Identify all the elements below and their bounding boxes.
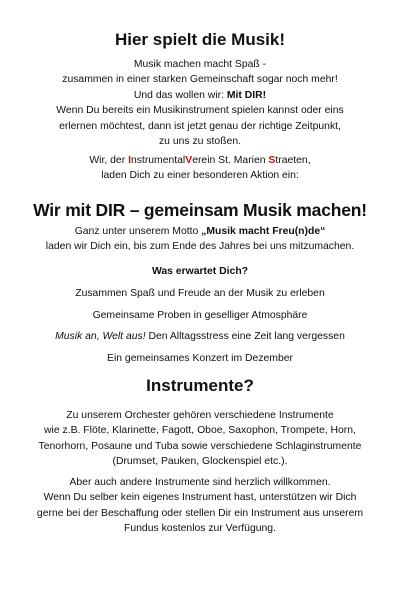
- club-name-part: erein St. Marien: [192, 155, 269, 166]
- club-name-part: S: [268, 155, 276, 166]
- club-name-part: V: [185, 155, 193, 166]
- closing-line-1: Aber auch andere Instrumente sind herzlich willkommen.: [69, 477, 331, 488]
- club-name-part: traeten: [275, 155, 308, 166]
- intro-line-1: Musik machen macht Spaß -: [133, 59, 267, 70]
- closing-line-3: gerne bei der Beschaffung oder stellen Dir ein Instrument aus unserem: [36, 507, 364, 519]
- motto-line-1: [0, 224, 400, 239]
- intro-line-2: zusammen in einer starken Gemeinschaft sogar noch mehr!: [62, 74, 338, 86]
- motto-quote: „Musik macht Freu(n)de“: [201, 226, 326, 237]
- expect-item-3-italic: Musik an, Welt aus!: [55, 331, 146, 342]
- club-line-1: [0, 153, 400, 168]
- expect-item-3-rest: Den Alltagsstress eine Zeit lang vergessen: [145, 331, 345, 342]
- expect-heading: Was erwartet Dich?: [151, 266, 249, 277]
- instruments-line-1: Zu unserem Orchester gehören verschiedene Instrumente: [66, 410, 334, 421]
- mit-dir-emphasis: Mit DIR!: [226, 89, 267, 101]
- intro-line-3-text: Und das wollen wir:: [133, 89, 227, 101]
- club-post: ,: [307, 155, 311, 166]
- intro-paragraph: [0, 57, 400, 149]
- intro-line-4: Wenn Du bereits ein Musikinstrument spielen kannst oder eins: [56, 105, 344, 117]
- expect-item-2: Gemeinsame Proben in geselliger Atmosphäre: [92, 310, 308, 321]
- heading-instrumente: Instrumente?: [146, 376, 254, 395]
- intro-line-6: zu uns zu stoßen.: [158, 136, 241, 148]
- motto-line-2: laden wir Dich ein, bis zum Ende des Jahres bei uns mitzumachen.: [45, 241, 355, 253]
- motto-pre: Ganz unter unserem Motto: [74, 226, 202, 237]
- instruments-line-3: Tenorhorn, Posaune und Tuba sowie verschiedene Schlaginstrumente: [38, 440, 362, 452]
- expect-item-4: Ein gemeinsames Konzert im Dezember: [107, 353, 293, 364]
- intro-line-3: [0, 88, 400, 103]
- expect-item-1: Zusammen Spaß und Freude an der Musik zu erleben: [75, 288, 325, 299]
- club-name: [128, 155, 308, 166]
- club-name-part: nstrumental: [130, 155, 186, 166]
- club-line-2: laden Dich zu einer besonderen Aktion ein:: [101, 170, 299, 182]
- closing-line-2: Wenn Du selber kein eigenes Instrument hast, unterstützen wir Dich: [43, 492, 357, 504]
- heading-hier-spielt-die-musik: Hier spielt die Musik!: [114, 30, 286, 49]
- expect-item-3: [0, 329, 400, 344]
- closing-paragraph: [0, 475, 400, 537]
- heading-gemeinsam-musik-machen: Wir mit DIR – gemeinsam Musik machen!: [33, 200, 367, 220]
- instruments-paragraph: [0, 408, 400, 470]
- motto-paragraph: [0, 224, 400, 255]
- instruments-line-4: (Drumset, Pauken, Glockenspiel etc.).: [112, 456, 288, 468]
- club-name-part: I: [128, 155, 131, 166]
- club-pre: Wir, der: [89, 155, 129, 166]
- intro-line-5: erlernen möchtest, dann ist jetzt genau der richtige Zeitpunkt,: [59, 120, 341, 132]
- closing-line-4: Fundus kostenlos zur Verfügung.: [124, 523, 276, 535]
- instruments-line-2: wie z.B. Flöte, Klarinette, Fagott, Oboe, Saxophon, Trompete, Horn,: [44, 425, 356, 437]
- club-paragraph: [0, 153, 400, 184]
